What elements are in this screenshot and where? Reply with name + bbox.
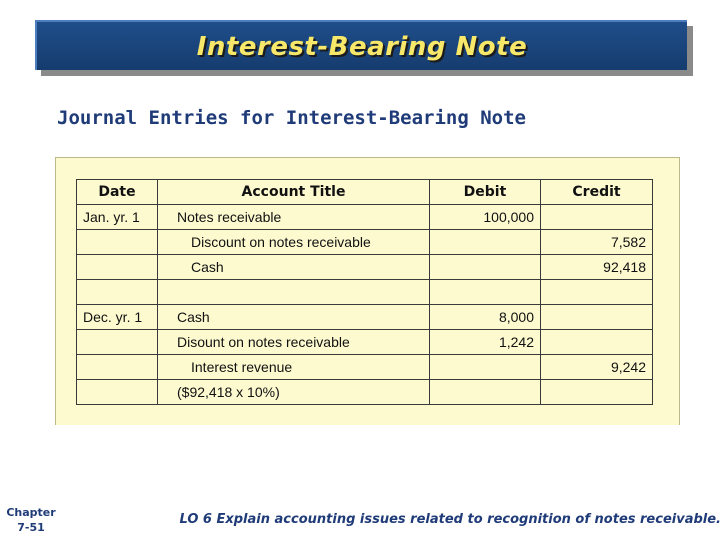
row-debit xyxy=(430,380,541,405)
chapter-label-text: Chapter xyxy=(6,506,56,519)
row-date xyxy=(77,280,158,305)
row-credit xyxy=(541,305,653,330)
table-row xyxy=(77,230,653,255)
row-date xyxy=(77,330,158,355)
row-account: Notes receivable xyxy=(158,205,430,230)
journal-table xyxy=(76,179,653,405)
row-credit xyxy=(541,330,653,355)
row-debit: 100,000 xyxy=(430,205,541,230)
table-row xyxy=(77,355,653,380)
table-row xyxy=(77,380,653,405)
row-account xyxy=(158,280,430,305)
row-debit: 8,000 xyxy=(430,305,541,330)
row-debit xyxy=(430,255,541,280)
table-header-row xyxy=(77,180,653,205)
row-date xyxy=(77,380,158,405)
row-credit: 92,418 xyxy=(541,255,653,280)
row-debit xyxy=(430,230,541,255)
row-credit xyxy=(541,280,653,305)
row-date: Jan. yr. 1 xyxy=(77,205,158,230)
row-account: Cash xyxy=(158,255,430,280)
row-credit: 9,242 xyxy=(541,355,653,380)
table-row xyxy=(77,255,653,280)
chapter-number: 7-51 xyxy=(17,521,45,534)
learning-objective: LO 6 Explain accounting issues related to recognition of notes receivable. xyxy=(179,512,721,527)
row-date xyxy=(77,230,158,255)
row-account: Discount on notes receivable xyxy=(158,230,430,255)
column-header-account-title: Account Title xyxy=(158,180,430,205)
table-row xyxy=(77,205,653,230)
column-header-credit: Credit xyxy=(541,180,653,205)
row-credit xyxy=(541,380,653,405)
row-debit xyxy=(430,355,541,380)
row-credit: 7,582 xyxy=(541,230,653,255)
row-account: Cash xyxy=(158,305,430,330)
column-header-date: Date xyxy=(77,180,158,205)
slide-subtitle: Journal Entries for Interest-Bearing Note xyxy=(57,107,526,129)
row-date xyxy=(77,255,158,280)
row-date: Dec. yr. 1 xyxy=(77,305,158,330)
row-credit xyxy=(541,205,653,230)
table-row xyxy=(77,280,653,305)
row-account: ($92,418 x 10%) xyxy=(158,380,430,405)
column-header-debit: Debit xyxy=(430,180,541,205)
table-row xyxy=(77,330,653,355)
row-debit xyxy=(430,280,541,305)
row-debit: 1,242 xyxy=(430,330,541,355)
chapter-label xyxy=(2,505,60,535)
row-account: Disount on notes receivable xyxy=(158,330,430,355)
slide-title: Interest-Bearing Note xyxy=(196,32,528,62)
row-account: Interest revenue xyxy=(158,355,430,380)
table-row xyxy=(77,305,653,330)
row-date xyxy=(77,355,158,380)
title-banner xyxy=(35,20,687,70)
